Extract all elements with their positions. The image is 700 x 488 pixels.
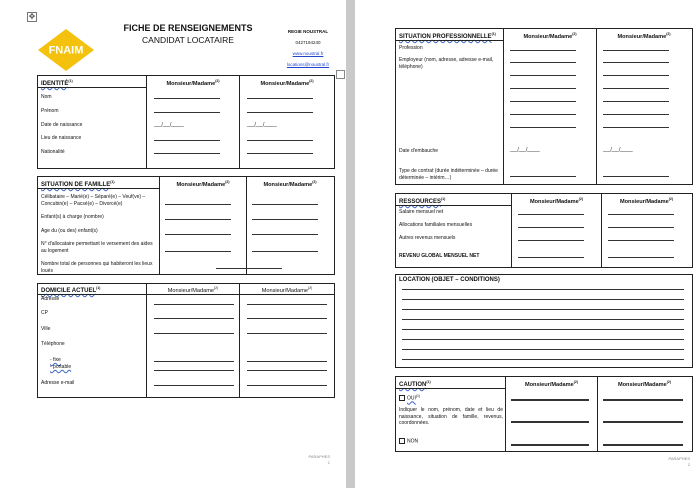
identite-header: IDENTITÉ [41,81,69,87]
domicile-email-label: Adresse e-mail [41,380,75,386]
page-number: 2 [687,462,690,467]
resize-handle-icon[interactable] [336,70,345,79]
paraphes-label: PARAPHES [668,456,690,461]
domicile-row-label: Adresse [41,296,60,302]
domicile-col2-header: Monsieur/Madame [261,287,309,294]
identite-row-label: Prénom [41,108,59,114]
svg-text:FNAIM: FNAIM [48,44,84,57]
caution-col1-header: Monsieur/Madame [524,381,574,388]
ressources-total-label: REVENU GLOBAL MENSUEL NET [399,253,480,259]
ressources-col2-header: Monsieur/Madame [619,198,669,205]
page-1 [0,0,346,488]
agency-info [270,26,346,70]
caution-oui-option[interactable]: OUI$^{(1)}$ [399,393,420,402]
page-subtitle: CANDIDAT LOCATAIRE [142,35,234,45]
situation-pro-embauche-label: Date d'embauche [399,148,439,154]
identite-row-label: Date de naissance [41,122,83,128]
famille-header: SITUATION DE FAMILLE [41,182,111,188]
identite-col2-header: Monsieur/Madame [260,80,310,87]
caution-section: CAUTION$^{(1)}$ Monsieur/Madame$^{(2)}$ Monsieur/Madame$^{(2)}$ OUI$^{(1)}$ Indiquer le nom, prénom, date et lieu de naissance, situation de famille, revenus, coordonnées. NON [395,376,693,452]
paraphes-label: PARAPHES [308,454,330,459]
domicile-phone-portable-label: - portable [50,364,72,370]
caution-oui-label: OUI [407,395,416,402]
page-2 [355,0,700,488]
domicile-col1-header: Monsieur/Madame [167,287,215,294]
page-separator [346,0,355,488]
famille-row-label: Nombre total de personnes qui habiteront les lieux loués [41,261,153,274]
ressources-row-label: Salaire mensuel net [399,209,444,215]
situation-pro-contrat-label: Type de contrat (durée indéterminée – durée déterminée – intérim…) [399,168,498,181]
page-2-footer [640,456,690,468]
situation-pro-col1-header: Monsieur/Madame [523,33,573,40]
domicile-row-label: Téléphone [41,341,65,347]
famille-row-label: N° d'allocataire permettant le versement des aides au logement [41,241,153,254]
situation-pro-header: SITUATION PROFESSIONNELLE [399,34,492,40]
situation-pro-profession-label: Profession [399,45,423,51]
domicile-row-label: Ville [41,326,51,332]
famille-row-label: Age du (ou des) enfant(s) [41,228,98,234]
page-title: FICHE DE RENSEIGNEMENTS [123,23,253,33]
location-header: LOCATION (OBJET – CONDITIONS) [399,277,500,283]
caution-non-option[interactable] [399,438,418,445]
famille-row-label: Célibataire – Marié(e) – Séparé(e) – Veuf(ve) – Concubin(e) – Pacsé(e) – Divorcé(e) [41,194,146,207]
identite-col1-header: Monsieur/Madame [166,80,216,87]
embauche-date-field[interactable]: ___/___/_____ [510,147,540,153]
caution-col2-header: Monsieur/Madame [617,381,667,388]
identite-row-label: Nom [41,94,52,100]
checkbox-icon[interactable] [399,438,405,444]
embauche-date-field[interactable]: ___/___/_____ [603,147,633,153]
caution-header: CAUTION [399,382,427,388]
identite-date-field[interactable]: ___/___/_____ [154,122,184,128]
checkbox-icon[interactable] [399,395,405,401]
ressources-row-label: Allocations familiales mensuelles [399,222,473,228]
famille-row-label: Enfant(s) à charge (nombre) [41,214,104,220]
situation-famille-section: SITUATION DE FAMILLE$^{(1)}$ Monsieur/Madame$^{(2)}$ Monsieur/Madame$^{(2)}$ Célibataire – Marié(e) – Séparé(e) – Veuf(ve) – Concubin(e) – Pacsé(e) – Divorcé(e) Enfant(s) à charge (nombre) Age du (ou des) enfant(s) N° d'allocataire permettant le versement des aides au logement Nombre total de personnes qui habiteront les lieux loués [37,176,335,275]
caution-instructions: Indiquer le nom, prénom, date et lieu de naissance, situation de famille, revenus, coordonnées. [399,407,503,427]
ressources-header: RESSOURCES [399,199,442,205]
agency-website-link[interactable]: www.noustral.fr [292,51,324,56]
famille-col1-header: Monsieur/Madame [176,181,226,188]
situation-pro-employeur-label: Employeur (nom, adresse, adresse e-mail, téléphone) [399,57,494,70]
domicile-row-label: CP [41,310,48,316]
fnaim-logo [37,28,95,72]
famille-col2-header: Monsieur/Madame [263,181,313,188]
situation-pro-col2-header: Monsieur/Madame [617,33,667,40]
page-1-footer [280,454,330,466]
ressources-section: RESSOURCES$^{(1)}$ Monsieur/Madame$^{(2)}$ Monsieur/Madame$^{(2)}$ Salaire mensuel net Allocations familiales mensuelles Autres revenus mensuels REVENU GLOBAL MENSUEL NET [395,193,693,268]
location-section [395,274,693,368]
table-move-handle-icon[interactable]: ✥ [28,12,36,21]
identite-section: IDENTITÉ$^{(1)}$ Monsieur/Madame$^{(2)}$ Monsieur/Madame$^{(2)}$ Nom Prénom Date de naissance Lieu de naissance Nationalité ___/___/_____ ___/___/_____ [37,75,335,169]
caution-non-label: NON [407,438,419,445]
ressources-row-label: Autres revenus mensuels [399,235,456,241]
identite-row-label: Lieu de naissance [41,135,82,141]
ressources-col1-header: Monsieur/Madame [529,198,579,205]
page-number: 1 [327,460,330,465]
domicile-header: DOMICILE ACTUEL [41,288,97,294]
agency-phone: 0427194240 [295,40,321,45]
domicile-section: DOMICILE ACTUEL$^{(1)}$ Monsieur/Madame$^{(2)}$ Monsieur/Madame$^{(2)}$ Adresse CP Ville Téléphone - fixe - portable Adresse e-mail [37,283,335,398]
agency-name: REGIE NOUSTRAL [287,29,329,34]
identite-row-label: Nationalité [41,149,65,155]
domicile-phone-fixe-label: - fixe [50,357,61,363]
agency-email-link[interactable]: locations@noustral.fr [286,62,330,67]
situation-pro-section: SITUATION PROFESSIONNELLE$^{(1)}$ Monsieur/Madame$^{(2)}$ Monsieur/Madame$^{(2)}$ Profession Employeur (nom, adresse, adresse e-mail, téléphone) Date d'embauche Type de contrat (durée indéterminée – durée déterminée – intérim…) ___/___/_____ ___/___/_____ [395,28,693,185]
identite-date-field[interactable]: ___/___/_____ [247,122,277,128]
